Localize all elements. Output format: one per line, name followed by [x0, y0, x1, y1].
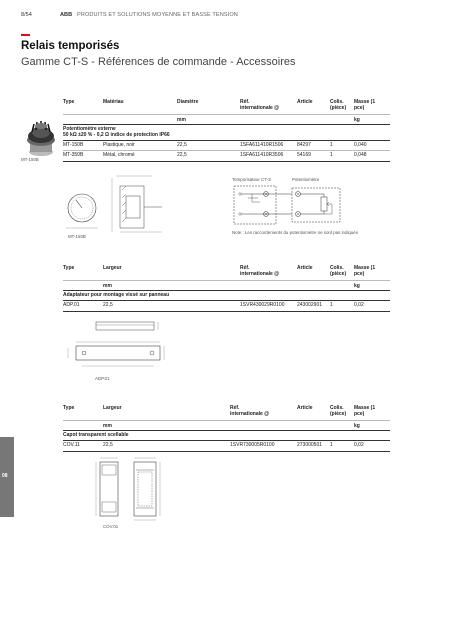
- col-type: Type: [63, 99, 75, 105]
- header-divider: [63, 114, 390, 115]
- group-title: Capot transparent scellable: [63, 432, 129, 438]
- drawing-caption: MT-150B: [68, 234, 86, 239]
- table-rule: [63, 440, 390, 441]
- col-ref: Réf. internationale @: [230, 405, 270, 417]
- diagram-label-timer: Temporisateur CT-S: [232, 177, 272, 182]
- cell-pack: 1: [330, 442, 333, 448]
- group-title: Adaptateur pour montage vissé sur panneau: [63, 292, 170, 298]
- cell-pack: 1: [330, 302, 333, 308]
- unit-mass: kg: [354, 423, 360, 429]
- col-width: Largeur: [103, 405, 122, 411]
- cell-type: COV.11: [63, 442, 80, 448]
- col-article: Article: [297, 265, 313, 271]
- col-mass: Masse (1 pce): [354, 405, 376, 417]
- table-rule: [63, 451, 390, 452]
- cell-ref: 1SFA611410R1506: [240, 142, 284, 148]
- table-rule: [63, 300, 390, 301]
- cell-ref: 1SVR430029R0100: [240, 302, 285, 308]
- cell-article: 54169: [297, 152, 311, 158]
- adapter-caption: ADP.01: [95, 376, 110, 381]
- diagram-note: Note : Les raccordements du potentiomètre ne sont pas indiqués: [232, 230, 358, 235]
- cell-width: 22,5: [103, 302, 113, 308]
- col-mass: Masse (1 pce): [354, 99, 376, 111]
- row-divider: [63, 150, 390, 151]
- header-divider: [63, 420, 390, 421]
- cell-mass: 0,02: [354, 442, 364, 448]
- table-rule: [63, 124, 390, 125]
- cover-caption: COV.01: [103, 524, 119, 529]
- header-divider: [63, 280, 390, 281]
- diagram-label-potentiometer: Potentiomètre: [292, 177, 320, 182]
- col-ref: Réf. internationale @: [240, 265, 280, 277]
- table-rule: [63, 290, 390, 291]
- page-number: 8/54: [21, 12, 32, 18]
- unit-mass: kg: [354, 117, 360, 123]
- cover-drawing: [92, 456, 172, 526]
- col-type: Type: [63, 265, 75, 271]
- table-rule: [63, 161, 390, 162]
- col-article: Article: [297, 405, 313, 411]
- adapter-drawing: [62, 318, 182, 380]
- cell-material: Plastique, noir: [103, 142, 135, 148]
- cell-type: ADP.01: [63, 302, 80, 308]
- potentiometer-photo: [20, 118, 62, 160]
- col-pack: Colis. (pièce): [330, 405, 347, 417]
- wiring-diagram: [228, 184, 358, 228]
- cell-article: 243002901: [297, 302, 323, 308]
- page-subtitle: Gamme CT-S - Références de commande - Accessoires: [21, 56, 296, 68]
- unit-width: mm: [103, 283, 112, 289]
- cell-ref: 1SFA611410R3506: [240, 152, 284, 158]
- chapter-number: 08: [2, 473, 8, 479]
- group-title: Potentiomètre externe: [63, 126, 116, 132]
- cell-diameter: 22,5: [177, 152, 187, 158]
- page-title: Relais temporisés: [21, 40, 120, 52]
- unit-diameter: mm: [177, 117, 186, 123]
- cell-width: 22,5: [103, 442, 113, 448]
- unit-width: mm: [103, 423, 112, 429]
- col-mass: Masse (1 pce): [354, 265, 376, 277]
- cell-pack: 1: [330, 152, 333, 158]
- title-accent-bar: [21, 34, 30, 36]
- cell-mass: 0,040: [354, 142, 367, 148]
- potentiometer-drawing: [62, 168, 172, 238]
- cell-diameter: 22,5: [177, 142, 187, 148]
- cell-ref: 1SVR730005R0100: [230, 442, 275, 448]
- col-ref: Réf. internationale @: [240, 99, 280, 111]
- abb-logo: ABB: [60, 12, 73, 18]
- chapter-side-tab: [0, 437, 14, 517]
- cell-type: MT-150B: [63, 142, 84, 148]
- table-rule: [63, 140, 390, 141]
- cell-mass: 0,048: [354, 152, 367, 158]
- photo-caption: MT-150B: [21, 157, 39, 162]
- header-text: PRODUITS ET SOLUTIONS MOYENNE ET BASSE TENSION: [77, 12, 238, 18]
- cell-article: 84297: [297, 142, 311, 148]
- col-pack: Colis. (pièce): [330, 265, 347, 277]
- col-type: Type: [63, 405, 75, 411]
- cell-type: MT-350B: [63, 152, 84, 158]
- cell-article: 273000501: [297, 442, 323, 448]
- col-article: Article: [297, 99, 313, 105]
- col-width: Largeur: [103, 265, 122, 271]
- table-rule: [63, 430, 390, 431]
- cell-pack: 1: [330, 142, 333, 148]
- col-diameter: Diamètre: [177, 99, 199, 105]
- col-pack: Colis. (pièce): [330, 99, 347, 111]
- cell-material: Métal, chromé: [103, 152, 135, 158]
- table-rule: [63, 311, 390, 312]
- cell-mass: 0,02: [354, 302, 364, 308]
- col-material: Matériau: [103, 99, 124, 105]
- unit-mass: kg: [354, 283, 360, 289]
- group-subtitle: 50 kΩ ±20 % - 0,2 Ω indice de protection IP66: [63, 132, 170, 138]
